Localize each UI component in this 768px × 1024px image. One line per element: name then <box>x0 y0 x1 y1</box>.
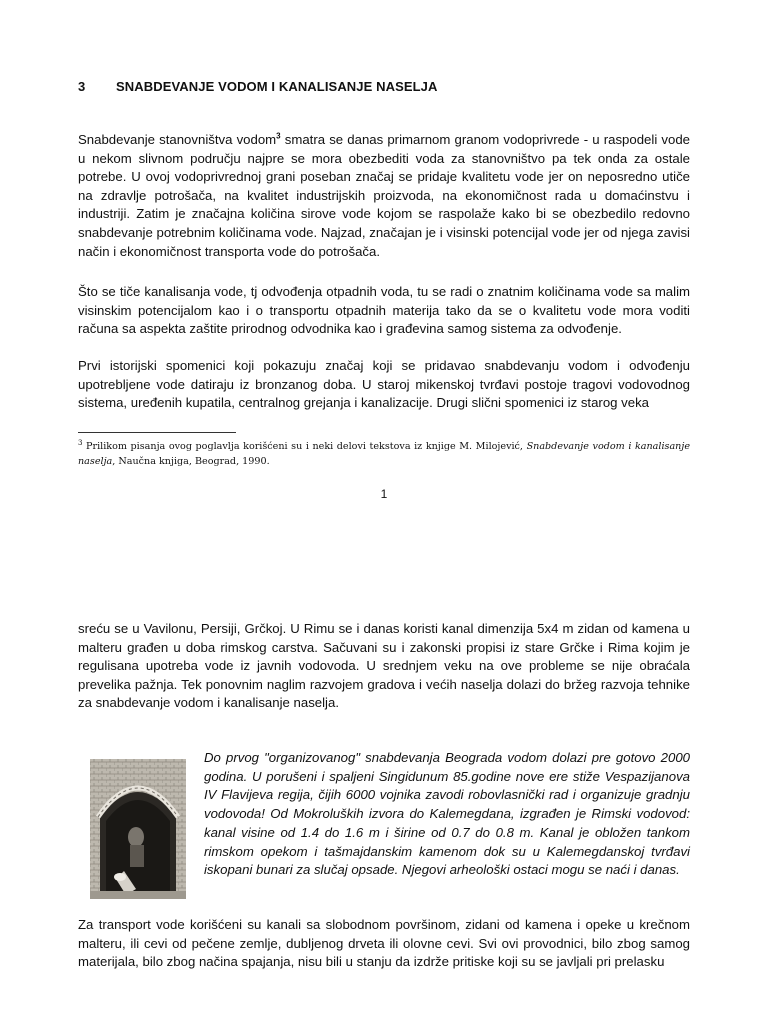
paragraph-5: Za transport vode korišćeni su kanali sa slobodnom površinom, zidani od kamena i opeke u krečnom malteru, ili cevi od pečene zemlje, dubljenog drveta ili olovne cevi. Svi ovi provodnici, bilo zbog samog materijala, bilo zbog načina spajanja, nisu bili u stanju da izdrže pritiske koji su se javljali pri prelasku <box>78 917 690 970</box>
paragraph-1-rest: smatra se danas primarnom granom vodoprivrede - u raspodeli vode u nekom slivnom području najpre se mora obezbediti voda za stanovništvo pa tek onda za ostale potrebe. U ovoj vodoprivrednoj grani poseban značaj se pridaje kvalitetu vode jer on neposredno utiče na zdravlje potrošača, na kvalitet industrijskih proizvoda, na ekonomičnost rada u domaćinstvu i industriji. Zatim je značajna količina sirove vode kojom se raspolaže kako bi se obezbedilo redovno snabdevanje potrebnim količinama vode. Najzad, značajan je i visinski potencijal vode jer od njega zavisi način i ekonomičnost transporta vode do potrošača. <box>78 132 690 259</box>
footnote-text-start: Prilikom pisanja ovog poglavlja korišćeni su i neki delovi tekstova iz knjige M. Milojević, <box>82 441 527 453</box>
footnote-divider <box>78 432 236 433</box>
aqueduct-image <box>90 759 186 899</box>
page-number: 1 <box>380 487 388 501</box>
aqueduct-photo <box>90 759 186 899</box>
footnote <box>78 436 690 469</box>
paragraph-1 <box>78 131 690 261</box>
footnote-reference: 3 <box>276 131 281 141</box>
footnote-text-end: , Naučna knjiga, Beograd, 1990. <box>112 455 270 467</box>
paragraph-1-start: Snabdevanje stanovništva vodom <box>78 132 277 147</box>
section-title: SNABDEVANJE VODOM I KANALISANJE NASELJA <box>116 79 438 94</box>
footnote-book-title: Snabdevanje vodom i kanalisanje naselja <box>78 441 690 467</box>
section-heading <box>78 79 437 94</box>
paragraph-4: sreću se u Vavilonu, Persiji, Grčkoj. U Rimu se i danas koristi kanal dimenzija 5x4 m zidan od kamena u malteru građen u doba rimskog carstva. Sačuvani su i zakonski propisi iz stare Grčke i Rima kojim je regulisana upotreba vode iz javnih vodovoda. U srednjem veku na ove probleme se nije obraćala prevelika pažnja. Tek ponovnim naglim razvojem gradova i većih naselja dolazi do bržeg razvoja tehnike za snabdevanje vodom i kanalisanje naselja. <box>78 621 690 711</box>
paragraph-3: Prvi istorijski spomenici koji pokazuju značaj koji se pridavao snabdevanju vodom i odvođenju upotrebljene vode datiraju iz bronzanog doba. U staroj mikenskoj tvrđavi postoje tragovi vodovodnog sistema, uređenih kupatila, centralnog grejanja i kanalizacije. Drugi slični spomenici iz starog veka <box>78 358 690 411</box>
footnote-marker: 3 <box>78 439 83 447</box>
section-number: 3 <box>78 79 86 94</box>
figure-caption: Do prvog "organizovanog" snabdevanja Beograda vodom dolazi pre gotovo 2000 godina. U porušeni i spaljeni Singidunum 85.godine nove ere stiže Vespazijanova IV Flavijeva regija, čijih 6000 vojnika zavodi robovlasnički rad i organizuje gradnju vodovoda! Od Mokroluških izvora do Kalemegdana, izgrađen je Rimski vodovod: kanal visine od 1.4 do 1.6 m i širine od 0.7 do 0.8 m. Kanal je obložen tankom rimskom opekom i tašmajdanskim kamenom dok su u Kalemegdanskoj tvrđavi iskopani bunari za slučaj opsade. Njegovi arheološki ostaci mogu se naći i danas. <box>204 750 690 878</box>
paragraph-2: Što se tiče kanalisanja vode, tj odvođenja otpadnih voda, tu se radi o znatnim količinama vode sa malim visinskim potencijalom kao i o transportu otpadnih materija tako da se o kvalitetu vode mora voditi računa sa aspekta zaštite prirodnog odvodnika kao i građevina samog sistema za odvođenje. <box>78 284 690 337</box>
